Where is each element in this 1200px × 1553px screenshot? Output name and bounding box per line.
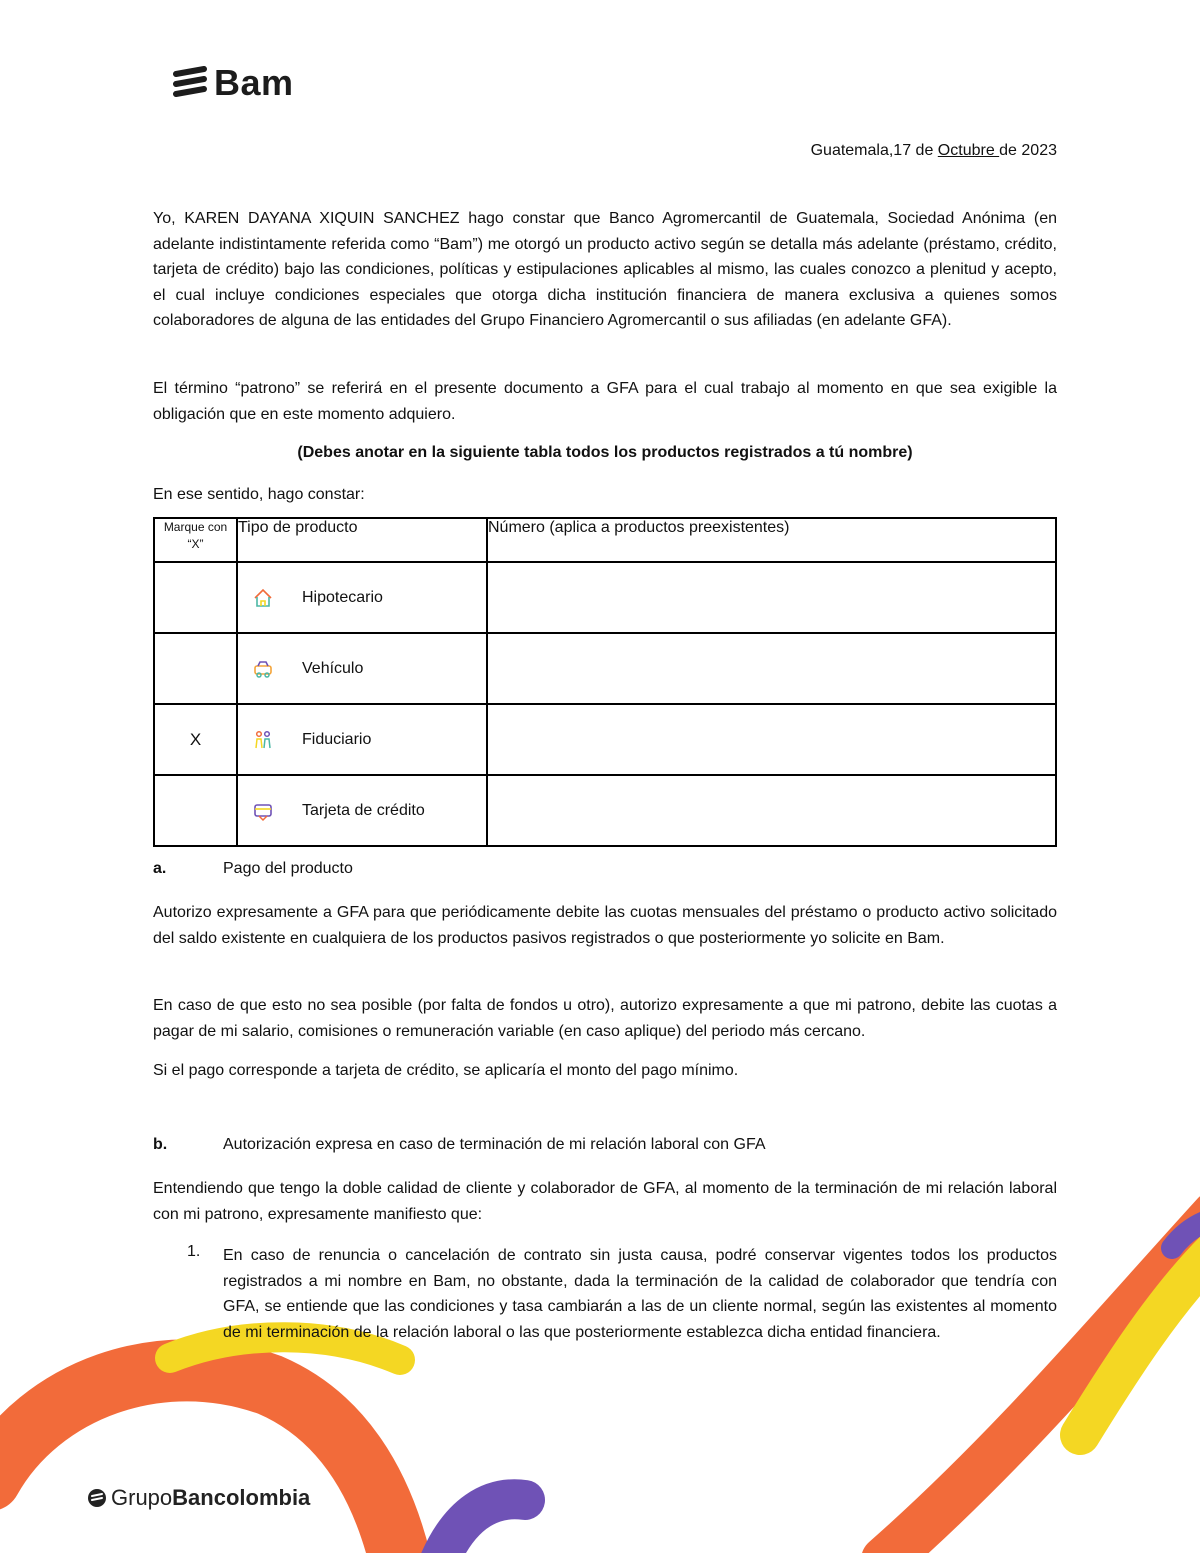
header-number: Número (aplica a productos preexistentes)	[487, 518, 1056, 562]
header-mark: Marque con “X”	[154, 518, 237, 562]
section-a-heading	[153, 860, 353, 878]
number-cell[interactable]	[487, 633, 1056, 704]
bam-logo	[172, 62, 294, 104]
credit-card-icon	[252, 800, 274, 822]
number-cell[interactable]	[487, 562, 1056, 633]
product-type-cell	[237, 704, 487, 775]
purple-swoosh-bottom	[440, 1499, 525, 1553]
list-item-number: 1.	[187, 1243, 201, 1260]
section-a-title: Pago del producto	[223, 860, 353, 877]
number-cell[interactable]	[487, 775, 1056, 846]
mark-cell[interactable]	[154, 562, 237, 633]
car-icon	[252, 658, 274, 680]
date-month: Octubre	[937, 142, 1000, 159]
product-type-label: Vehículo	[302, 659, 364, 677]
table-row	[154, 633, 1056, 704]
product-type-label: Tarjeta de crédito	[302, 801, 425, 819]
section-b-heading	[153, 1136, 766, 1154]
document-date	[811, 142, 1057, 160]
table-header-row	[154, 518, 1056, 562]
footer-brand-bold: Bancolombia	[172, 1485, 311, 1510]
section-a-letter: a.	[153, 860, 167, 877]
product-type-label: Fiduciario	[302, 730, 372, 748]
brand-name: Bam	[214, 62, 294, 103]
orange-swoosh-left	[0, 1370, 400, 1553]
house-icon	[252, 587, 274, 609]
declaration-paragraph: Yo, KAREN DAYANA XIQUIN SANCHEZ hago constar que Banco Agromercantil de Guatemala, Sociedad Anónima (en adelante indistintamente referida como “Bam”) me otorgó un producto activo según se detalla más adelante (préstamo, crédito, tarjeta de crédito) bajo las condiciones, políticas y estipulaciones aplicables al mismo, las cuales conozco a plenitud y acepto, el cual incluye condiciones especiales que otorga dicha institución financiera de manera exclusiva a quienes somos colaboradores de alguna de las entidades del Grupo Financiero Agromercantil o sus afiliadas (en adelante GFA).	[153, 210, 1057, 329]
table-row	[154, 775, 1056, 846]
table-row	[154, 704, 1056, 775]
header-product-type: Tipo de producto	[237, 518, 487, 562]
list-item-text: En caso de renuncia o cancelación de contrato sin justa causa, podré conservar vigentes todos los productos registrados a mi nombre en Bam, no obstante, dada la terminación de la calidad de colaborador que tendría con GFA, se entiende que las condiciones y tasa cambiarán a las de un cliente normal, según las existentes al momento de mi terminación de la relación laboral o las que posteriormente establezca dicha entidad financiera.	[223, 1247, 1057, 1341]
bam-logo-mark-icon	[172, 66, 208, 100]
table-instruction-note: (Debes anotar en la siguiente tabla todos los productos registrados a tú nombre)	[297, 444, 913, 461]
product-type-cell	[237, 633, 487, 704]
date-suffix: de 2023	[999, 142, 1057, 159]
section-a-paragraph-3: Si el pago corresponde a tarjeta de crédito, se aplicaría el monto del pago mínimo.	[153, 1062, 739, 1079]
section-b-paragraph-1: Entendiendo que tengo la doble calidad de cliente y colaborador de GFA, al momento de la terminación de mi relación laboral con mi patrono, expresamente manifiesto que:	[153, 1180, 1057, 1223]
section-a-paragraph-1: Autorizo expresamente a GFA para que periódicamente debite las cuotas mensuales del préstamo o producto activo solicitado del saldo existente en cualquiera de los productos pasivos registrados o que posteriormente yo solicite en Bam.	[153, 904, 1057, 947]
section-b-title: Autorización expresa en caso de terminación de mi relación laboral con GFA	[223, 1136, 766, 1153]
list-item	[187, 1243, 1057, 1345]
date-prefix: Guatemala,17 de	[810, 142, 938, 159]
grupo-bancolombia-logo	[87, 1485, 310, 1511]
bancolombia-mark-icon	[87, 1488, 107, 1508]
mark-cell[interactable]	[154, 775, 237, 846]
footer-brand-light: Grupo	[111, 1485, 173, 1510]
people-icon	[252, 729, 274, 751]
mark-cell[interactable]: X	[154, 704, 237, 775]
mark-cell[interactable]	[154, 633, 237, 704]
product-type-cell	[237, 562, 487, 633]
product-type-label: Hipotecario	[302, 588, 383, 606]
section-a-paragraph-2: En caso de que esto no sea posible (por falta de fondos u otro), autorizo expresamente a que mi patrono, debite las cuotas a pagar de mi salario, comisiones o remuneración variable (en caso aplique) del periodo más cercano.	[153, 997, 1057, 1040]
product-type-cell	[237, 775, 487, 846]
section-b-letter: b.	[153, 1136, 168, 1153]
patrono-definition-paragraph: El término “patrono” se referirá en el presente documento a GFA para el cual trabajo al momento en que sea exigible la obligación que en este momento adquiero.	[153, 380, 1057, 423]
products-table	[153, 517, 1057, 847]
table-row	[154, 562, 1056, 633]
number-cell[interactable]	[487, 704, 1056, 775]
table-intro: En ese sentido, hago constar:	[153, 486, 365, 503]
